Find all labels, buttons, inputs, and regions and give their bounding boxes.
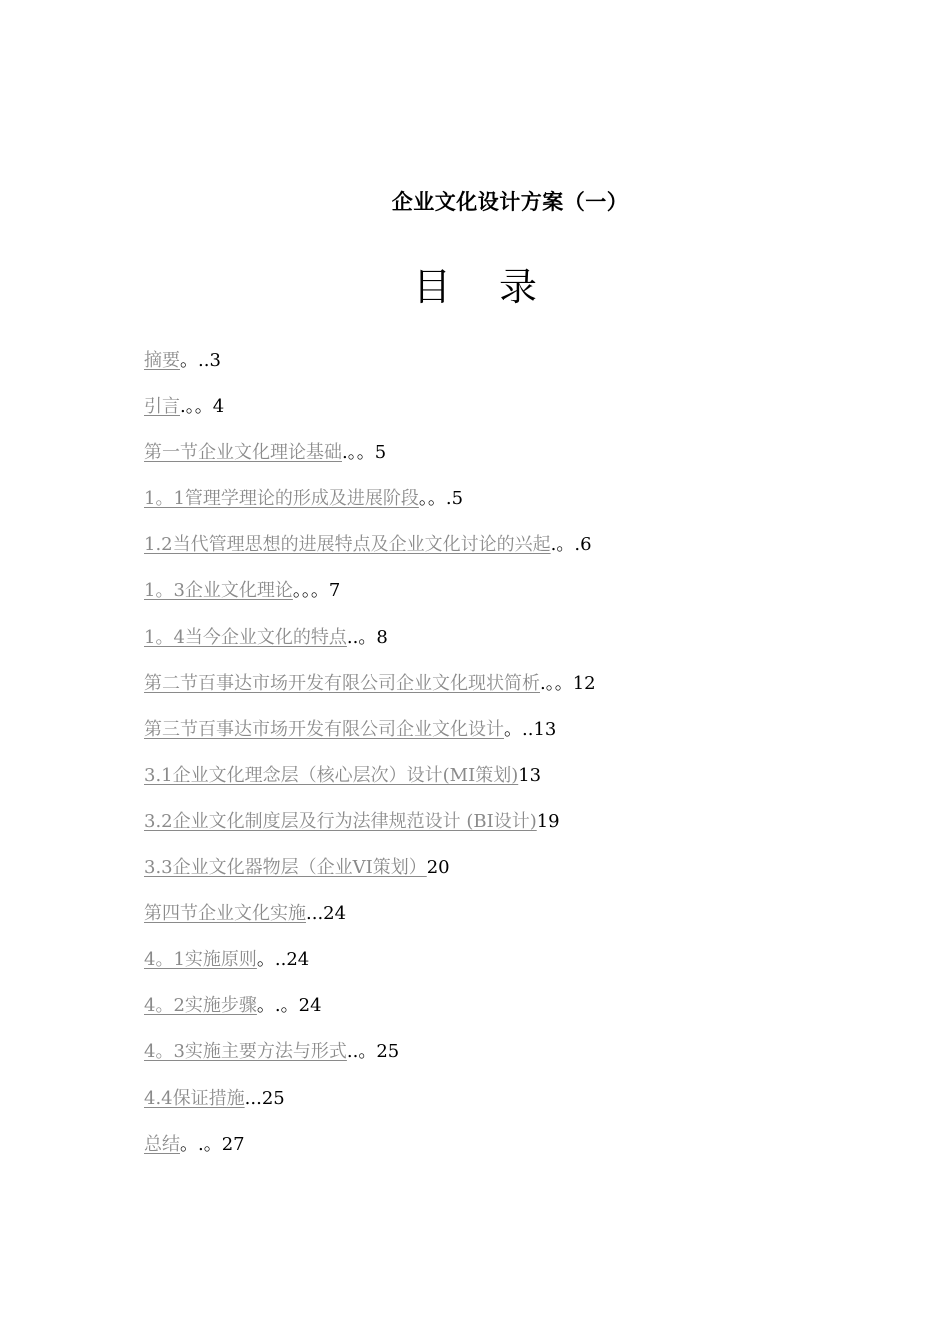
toc-link[interactable]: 摘要 [144,350,180,371]
document-title: 企业文化设计方案（一） [391,189,629,214]
toc-link[interactable]: 第一节企业文化理论基础 [144,442,342,464]
toc-leader: 。.. [504,718,534,740]
toc-link[interactable]: 3.1企业文化理念层（核心层次）设计(MI策划) [144,764,519,786]
toc-link[interactable]: 第二节百事达市场开发有限公司企业文化现状简析 [144,672,540,694]
toc-item-introduction [144,394,844,440]
toc-page-number: 5 [451,488,464,510]
toc-page-number: 25 [261,1087,285,1109]
toc-item-3-2 [144,809,844,855]
toc-page-number: 4 [212,396,225,418]
toc-item-1-3 [144,578,844,624]
toc-link[interactable]: 4。2实施步骤 [144,995,257,1017]
toc-heading: 目 录 [412,265,556,309]
toc-page-number: 24 [286,949,310,971]
toc-leader: 。.。 [256,995,299,1017]
toc-page-number: 24 [323,903,347,925]
toc-leader: .。。 [180,396,213,418]
toc-link[interactable]: 4。1实施原则 [144,949,257,971]
toc-leader: .。。 [342,442,375,464]
toc-item-section-1 [144,440,844,486]
toc-item-section-2 [144,671,844,717]
table-of-contents [144,348,844,1178]
toc-page-number: 20 [426,857,450,879]
toc-leader: ..。 [346,626,377,648]
toc-item-section-4 [144,901,844,947]
toc-link[interactable]: 1.2当代管理思想的进展特点及企业文化讨论的兴起 [144,534,551,556]
toc-page-number: 13 [533,718,557,740]
toc-page-number: 6 [580,534,592,556]
toc-page-number: 25 [376,1041,400,1063]
toc-link[interactable]: 第三节百事达市场开发有限公司企业文化设计 [144,718,504,740]
toc-page-number: 19 [536,810,560,832]
toc-leader: ... [244,1087,262,1109]
toc-item-3-3 [144,855,844,901]
toc-item-4-4 [144,1086,844,1132]
toc-item-section-3 [144,717,844,763]
toc-leader: 。.. [180,350,210,371]
toc-page-number: 12 [572,672,596,694]
toc-page-number: 5 [374,442,387,464]
toc-leader: ..。 [346,1041,377,1063]
toc-link[interactable]: 3.3企业文化器物层（企业VI策划） [144,857,427,879]
toc-link[interactable]: 4。3实施主要方法与形式 [144,1041,347,1063]
toc-link[interactable]: 1。4当今企业文化的特点 [144,626,347,648]
toc-page-number: 27 [221,1133,245,1155]
toc-leader: 。.。 [180,1133,222,1155]
toc-page-number: 13 [518,764,542,786]
toc-link[interactable]: 1。1管理学理论的形成及进展阶段 [144,488,419,510]
toc-link[interactable]: 第四节企业文化实施 [144,903,306,925]
toc-link[interactable]: 4.4保证措施 [144,1087,245,1109]
toc-leader: ... [306,903,324,925]
toc-item-4-3 [144,1039,844,1085]
toc-leader: 。。。 [292,580,329,602]
toc-item-4-1 [144,947,844,993]
toc-item-3-1 [144,763,844,809]
toc-page-number: 3 [209,350,221,371]
toc-leader: .。. [550,534,581,556]
toc-page-number: 7 [328,580,341,602]
toc-leader: 。.. [256,949,287,971]
toc-leader: 。。. [418,488,452,510]
toc-item-1-4 [144,625,844,671]
toc-link[interactable]: 3.2企业文化制度层及行为法律规范设计 (BI设计) [144,810,537,832]
toc-item-4-2 [144,993,844,1039]
toc-leader: .。。 [540,672,573,694]
toc-link[interactable]: 总结 [144,1133,180,1155]
toc-item-1-2 [144,532,844,578]
toc-item-1-1 [144,486,844,532]
toc-link[interactable]: 引言 [144,396,180,418]
toc-link[interactable]: 1。3企业文化理论 [144,580,293,602]
toc-page-number: 24 [298,995,322,1017]
toc-item-summary [144,1132,844,1178]
toc-item-abstract [144,348,844,394]
toc-page-number: 8 [376,626,388,648]
